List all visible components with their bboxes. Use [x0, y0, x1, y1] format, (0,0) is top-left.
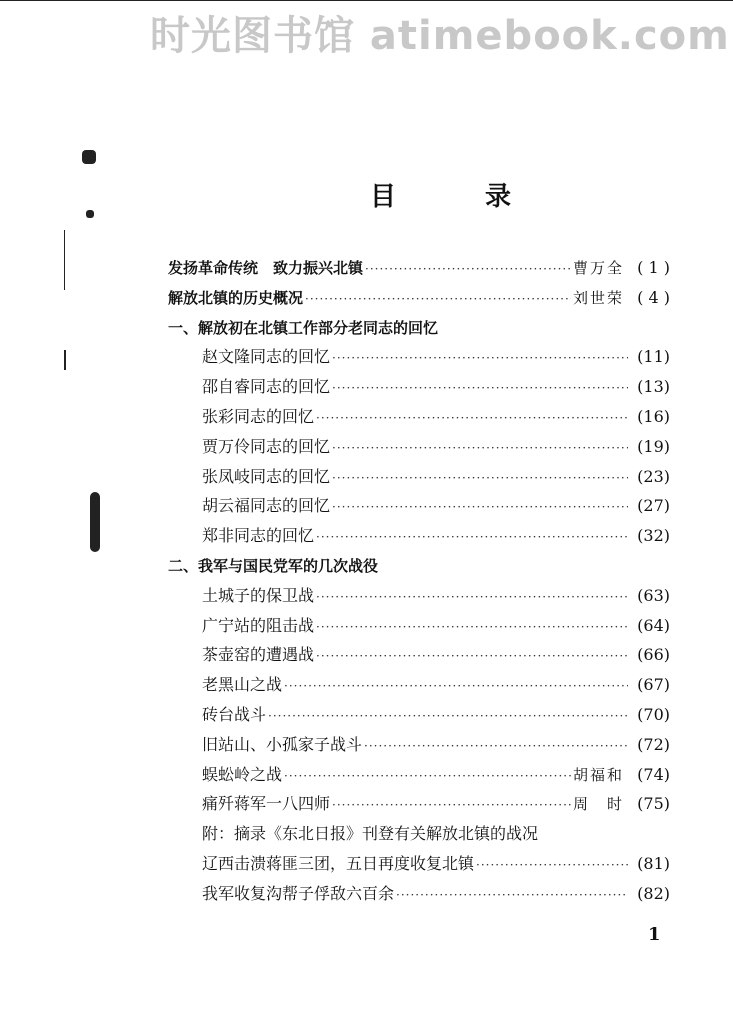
- toc-entry-label: 二、我军与国民党军的几次战役: [168, 557, 379, 575]
- toc-entry: [202, 763, 670, 787]
- toc-entry: [202, 524, 670, 548]
- toc-entry: [202, 673, 670, 697]
- toc-entry-page: (81): [637, 854, 670, 873]
- toc-entry: [202, 882, 670, 906]
- toc-entry-label: 胡云福同志的回忆: [202, 496, 331, 516]
- toc-entry-page: (63): [637, 585, 670, 605]
- toc-leader-dots: [364, 734, 628, 758]
- toc-entry-page: (70): [637, 705, 670, 724]
- toc-entry-label: 一、解放初在北镇工作部分老同志的回忆: [168, 318, 439, 337]
- page-title: 目 录: [370, 182, 552, 212]
- toc-leader-dots: [316, 644, 628, 668]
- toc-entry-label: 发扬革命传统 致力振兴北镇: [168, 259, 364, 277]
- toc-entry-label: 痛歼蒋军一八四师: [202, 794, 331, 814]
- toc-entry-author: 刘世荣: [572, 288, 624, 307]
- toc-entry-page: ( 4 ): [637, 287, 670, 307]
- toc-entry-label: 附：摘录《东北日报》刊登有关解放北镇的战况: [202, 824, 539, 844]
- toc-entry-page: (74): [637, 764, 670, 784]
- toc-entry: [202, 435, 670, 459]
- toc-entry-page: ( 1 ): [637, 258, 670, 277]
- toc-entry: [202, 405, 670, 429]
- toc-entry: [168, 554, 670, 578]
- toc-leader-dots: [316, 585, 628, 609]
- toc-entry: [202, 822, 670, 846]
- toc-entry-label: 贾万伶同志的回忆: [202, 436, 331, 456]
- toc-leader-dots: [365, 257, 571, 281]
- toc-leader-dots: [284, 764, 571, 788]
- toc-entry: [202, 643, 670, 667]
- watermark: 时光图书馆 atimebook.com: [150, 13, 730, 59]
- toc-leader-dots: [332, 346, 628, 370]
- toc-entry-author: 胡福和: [572, 765, 624, 784]
- toc-entry-page: (23): [637, 466, 670, 486]
- toc-entry-page: (16): [637, 407, 670, 426]
- toc-entry-label: 郑非同志的回忆: [202, 526, 315, 546]
- toc-entry: [202, 494, 670, 518]
- toc-leader-dots: [332, 495, 628, 519]
- toc-entry-label: 我军收复沟帮子俘敌六百余: [202, 883, 395, 903]
- toc-entry-label: 茶壶窑的遭遇战: [202, 645, 315, 665]
- toc-entry-page: (13): [637, 377, 670, 397]
- toc-entry-label: 赵文隆同志的回忆: [202, 347, 331, 367]
- toc-entry: [202, 345, 670, 369]
- toc-entry-label: 旧站山、小孤家子战斗: [202, 734, 363, 754]
- toc-entry-page: (75): [637, 794, 670, 814]
- page-number: 1: [648, 924, 661, 945]
- toc-entry: [202, 703, 670, 727]
- toc-entry: [168, 286, 670, 310]
- toc-leader-dots: [332, 436, 628, 460]
- toc-entry-label: 蜈蚣岭之战: [202, 764, 283, 784]
- toc-leader-dots: [332, 793, 571, 817]
- toc-entry: [202, 614, 670, 638]
- toc-entry-label: 砖台战斗: [202, 705, 267, 724]
- toc-leader-dots: [396, 883, 628, 907]
- toc-entry-label: 张彩同志的回忆: [202, 407, 315, 426]
- toc-entry-page: (27): [637, 496, 670, 516]
- toc-leader-dots: [284, 674, 628, 698]
- toc-entry-page: (67): [637, 675, 670, 695]
- toc-entry-label: 解放北镇的历史概况: [168, 288, 304, 307]
- toc-leader-dots: [332, 466, 628, 490]
- toc-entry: [202, 733, 670, 757]
- toc-entry-label: 广宁站的阻击战: [202, 615, 315, 635]
- toc-entry-label: 老黑山之战: [202, 675, 283, 695]
- toc-entry-label: 辽西击溃蒋匪三团，五日再度收复北镇: [202, 854, 475, 873]
- toc-entry-page: (72): [637, 734, 670, 754]
- toc-entry-label: 邵自睿同志的回忆: [202, 377, 331, 397]
- toc-leader-dots: [316, 525, 628, 549]
- toc-leader-dots: [476, 853, 628, 877]
- toc-leader-dots: [268, 704, 628, 728]
- toc-entry-page: (64): [637, 615, 670, 635]
- toc-entry: [202, 375, 670, 399]
- toc-entry: [202, 852, 670, 876]
- toc-entry-page: (82): [637, 883, 670, 903]
- toc-entry-page: (66): [637, 645, 670, 665]
- toc-leader-dots: [332, 376, 628, 400]
- toc-entry-page: (32): [637, 526, 670, 546]
- toc-entry-page: (19): [637, 436, 670, 456]
- toc-leader-dots: [316, 615, 628, 639]
- toc-entry: [202, 465, 670, 489]
- toc-leader-dots: [305, 287, 571, 311]
- toc-entry-author: 曹万全: [572, 259, 624, 277]
- toc-entry-label: 张凤岐同志的回忆: [202, 466, 331, 486]
- toc-entry-page: (11): [637, 347, 670, 367]
- toc-leader-dots: [316, 406, 628, 430]
- toc-entry: [202, 584, 670, 608]
- toc-entry: [168, 316, 670, 340]
- toc-entry-author: 周 时: [572, 795, 624, 814]
- toc-entry-label: 土城子的保卫战: [202, 585, 315, 605]
- toc-entry: [168, 256, 670, 280]
- toc-entry: [202, 792, 670, 816]
